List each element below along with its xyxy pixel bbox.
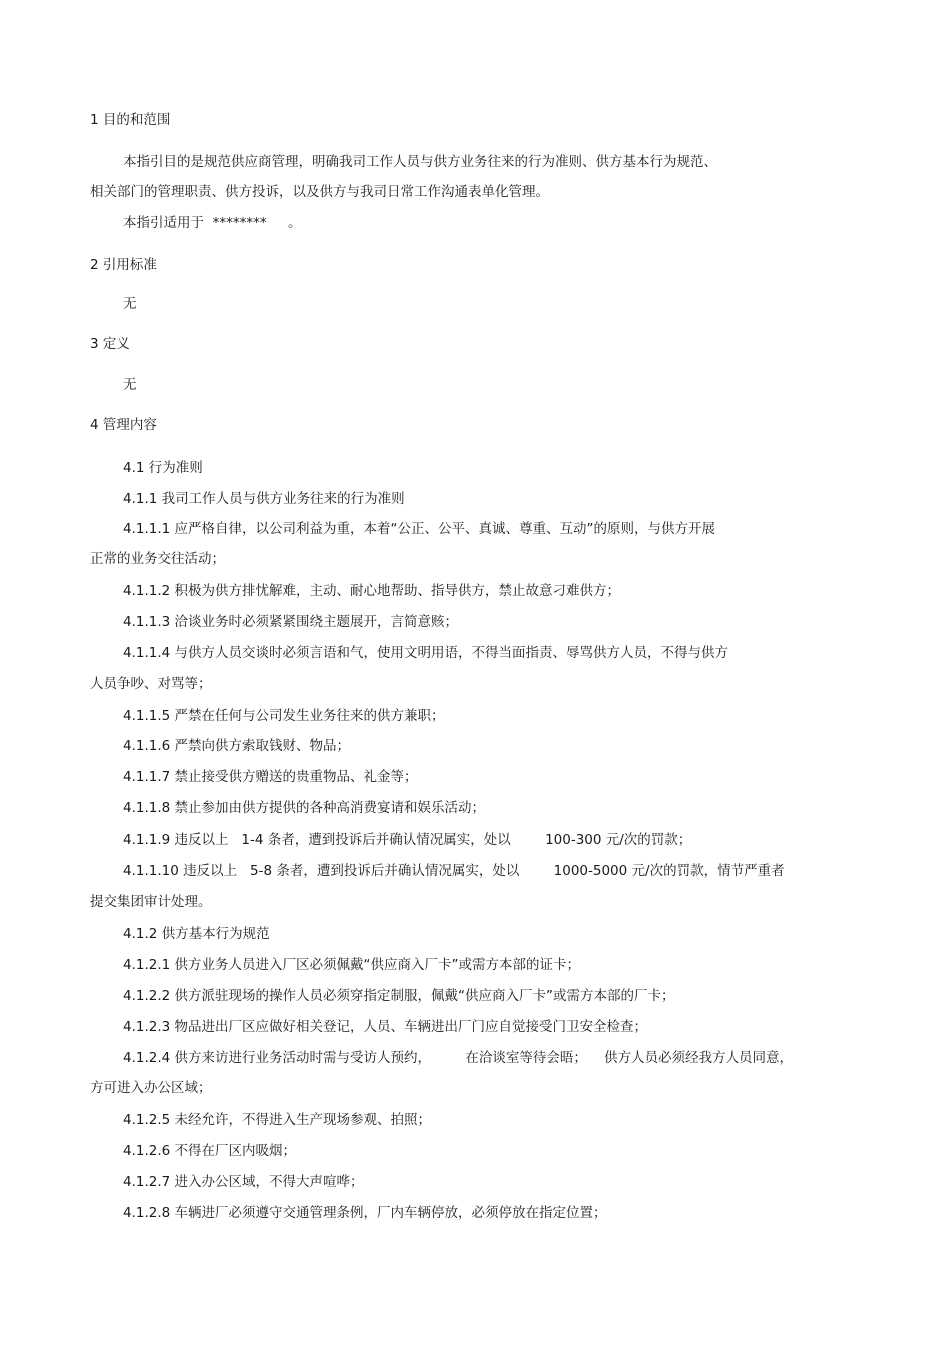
paragraph-line: 相关部门的管理职责、供方投诉，以及供方与我司日常工作沟通表单化管理。 bbox=[90, 184, 549, 200]
clause-line: 4.1.1.2 积极为供方排忧解难，主动、耐心地帮助、指导供方，禁止故意刁难供方； bbox=[123, 583, 621, 599]
clause-line: 正常的业务交往活动； bbox=[90, 551, 225, 567]
paragraph-line: 无 bbox=[123, 296, 137, 312]
clause-line: 4.1.2.5 未经允许，不得进入生产现场参观、拍照； bbox=[123, 1112, 432, 1128]
clause-line: 4.1.2.2 供方派驻现场的操作人员必须穿指定制服，佩戴“供应商入厂卡”或需方本部的厂卡； bbox=[123, 988, 675, 1004]
clause-line: 4.1.2.7 进入办公区域，不得大声喧哗； bbox=[123, 1174, 364, 1190]
paragraph-line: 无 bbox=[123, 377, 137, 393]
section-heading-3: 3 定义 bbox=[90, 336, 130, 352]
clause-line: 4.1.1.8 禁止参加由供方提供的各种高消费宴请和娱乐活动； bbox=[123, 800, 486, 816]
clause-line: 4.1.1.10 违反以上 5-8 条者，遭到投诉后并确认情况属实，处以 1000-5000 元/次的罚款，情节严重者 bbox=[123, 863, 785, 879]
clause-line: 提交集团审计处理。 bbox=[90, 894, 212, 910]
clause-line: 方可进入办公区域； bbox=[90, 1080, 212, 1096]
subsection-heading: 4.1 行为准则 bbox=[123, 460, 203, 476]
clause-line: 4.1.1.1 应严格自律，以公司利益为重，本着“公正、公平、真诚、尊重、互动”的原则，与供方开展 bbox=[123, 521, 716, 537]
section-heading-2: 2 引用标准 bbox=[90, 257, 157, 273]
clause-line: 4.1.2.1 供方业务人员进入厂区必须佩戴“供应商入厂卡”或需方本部的证卡； bbox=[123, 957, 581, 973]
paragraph-line: 本指引适用于 ******** 。 bbox=[123, 215, 302, 231]
subsection-heading: 4.1.2 供方基本行为规范 bbox=[123, 926, 270, 942]
clause-line: 4.1.1.7 禁止接受供方赠送的贵重物品、礼金等； bbox=[123, 769, 418, 785]
paragraph-line: 本指引目的是规范供应商管理，明确我司工作人员与供方业务往来的行为准则、供方基本行为规范、 bbox=[123, 154, 717, 170]
clause-line: 4.1.1.3 洽谈业务时必须紧紧围绕主题展开，言简意赅； bbox=[123, 614, 459, 630]
clause-line: 人员争吵、对骂等； bbox=[90, 676, 212, 692]
clause-line: 4.1.2.6 不得在厂区内吸烟； bbox=[123, 1143, 297, 1159]
clause-line: 4.1.1.9 违反以上 1-4 条者，遭到投诉后并确认情况属实，处以 100-300 元/次的罚款； bbox=[123, 832, 692, 848]
clause-line: 4.1.2.3 物品进出厂区应做好相关登记，人员、车辆进出厂门应自觉接受门卫安全检查； bbox=[123, 1019, 648, 1035]
section-heading-1: 1 目的和范围 bbox=[90, 112, 171, 128]
clause-line: 4.1.1.5 严禁在任何与公司发生业务往来的供方兼职； bbox=[123, 708, 445, 724]
section-heading-4: 4 管理内容 bbox=[90, 417, 157, 433]
clause-line: 4.1.2.8 车辆进厂必须遵守交通管理条例，厂内车辆停放，必须停放在指定位置； bbox=[123, 1205, 607, 1221]
subsection-heading: 4.1.1 我司工作人员与供方业务往来的行为准则 bbox=[123, 491, 405, 507]
clause-line: 4.1.2.4 供方来访进行业务活动时需与受访人预约， 在洽谈室等待会晤； 供方人员必须经我方人员同意， bbox=[123, 1050, 794, 1066]
clause-line: 4.1.1.6 严禁向供方索取钱财、物品； bbox=[123, 738, 351, 754]
clause-line: 4.1.1.4 与供方人员交谈时必须言语和气，使用文明用语，不得当面指责、辱骂供方人员，不得与供方 bbox=[123, 645, 729, 661]
